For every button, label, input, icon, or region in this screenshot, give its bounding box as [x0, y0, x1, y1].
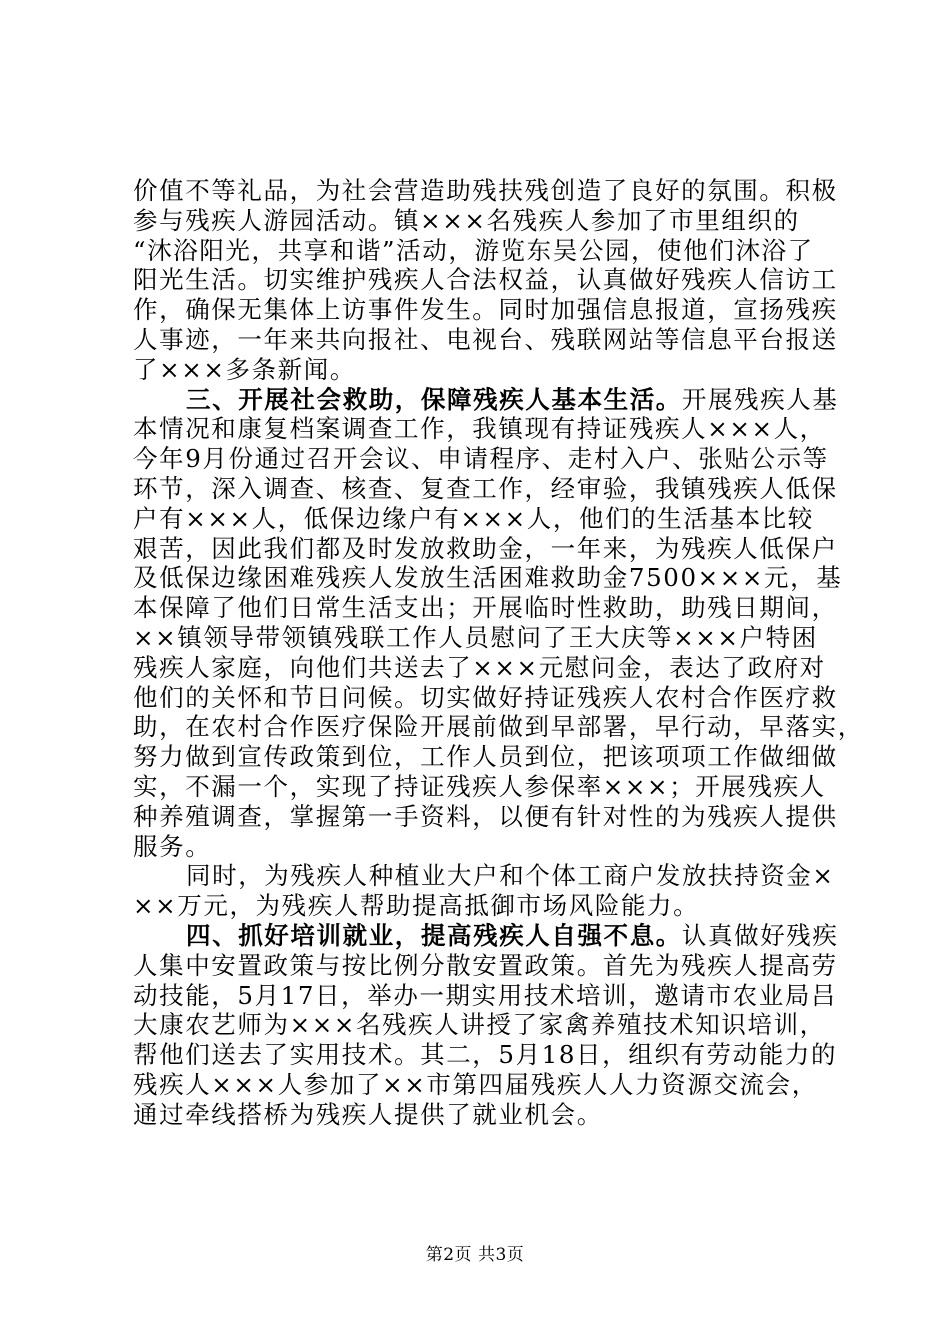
- body-text-line: 他们的关怀和节日问候。切实做好持证残疾人农村合作医疗救: [133, 682, 838, 712]
- section-4-heading: 四、抓好培训就业，提高残疾人自强不息。: [186, 921, 682, 950]
- body-text-line: “沐浴阳光，共享和谐”活动，游览东吴公园，使他们沐浴了: [133, 235, 814, 265]
- section-4-text: 认真做好残疾: [681, 921, 839, 950]
- body-text-line: ××镇领导带领镇残联工作人员慰问了王大庆等×××户特困: [133, 623, 818, 652]
- body-text-line: 动技能，5月17日，举办一期实用技术培训，邀请市农业局吕: [133, 980, 838, 1010]
- section-3-heading: 三、开展社会救助，保障残疾人基本生活。: [186, 384, 682, 414]
- body-text-line: 努力做到宣传政策到位，工作人员到位，把该项项工作做细做: [133, 742, 838, 772]
- body-text-line: 今年9月份通过召开会议、申请程序、走村入户、张贴公示等: [133, 444, 829, 474]
- body-text-line: 同时，为残疾人种植业大户和个体工商户发放扶持资金×: [186, 861, 835, 891]
- body-text-line: 服务。: [133, 831, 212, 861]
- body-text-line: 户有×××人，低保边缘户有×××人，他们的生活基本比较: [133, 503, 814, 533]
- body-text-line: 残疾人家庭，向他们共送去了×××元慰问金，表达了政府对: [133, 652, 826, 682]
- body-text-line: 参与残疾人游园活动。镇×××名残疾人参加了市里组织的: [133, 205, 800, 235]
- body-text-line: 人事迹，一年来共向报社、电视台、残联网站等信息平台报送: [133, 325, 838, 354]
- section-3-text: 开展残疾人基: [681, 384, 839, 414]
- body-text-line: 种养殖调查，掌握第一手资料，以便有针对性的为残疾人提供: [133, 801, 838, 831]
- body-text-line: 价值不等礼品，为社会营造助残扶残创造了良好的氛围。积极: [133, 176, 838, 205]
- body-text-line: 本情况和康复档案调查工作，我镇现有持证残疾人×××人，: [133, 414, 826, 444]
- body-text-line: 助，在农村合作医疗保险开展前做到早部署，早行动，早落实，: [133, 712, 864, 742]
- body-text-line: ××万元，为残疾人帮助提高抵御市场风险能力。: [133, 891, 700, 921]
- body-text-line: 作，确保无集体上访事件发生。同时加强信息报道，宣扬残疾: [133, 295, 838, 325]
- body-text-line: 了×××多条新闻。: [133, 354, 356, 384]
- body-text-line: 残疾人×××人参加了××市第四届残疾人人力资源交流会，: [133, 1070, 818, 1099]
- body-text-line: 环节，深入调查、核查、复查工作，经审验，我镇残疾人低保: [133, 474, 838, 503]
- body-text-line: 帮他们送去了实用技术。其二，5月18日，组织有劳动能力的: [133, 1040, 838, 1070]
- body-text-line: 实，不漏一个，实现了持证残疾人参保率×××；开展残疾人: [133, 772, 826, 801]
- body-text-line: 人集中安置政策与按比例分散安置政策。首先为残疾人提高劳: [133, 950, 838, 980]
- body-text-line: 通过牵线搭桥为残疾人提供了就业机会。: [133, 1099, 603, 1129]
- section-4-first-line: [186, 921, 839, 950]
- section-3-first-line: [186, 385, 839, 414]
- body-text-line: 本保障了他们日常生活支出；开展临时性救助，助残日期间，: [133, 593, 838, 623]
- body-text-line: 艰苦，因此我们都及时发放救助金，一年来，为残疾人低保户: [133, 533, 838, 563]
- body-text-line: 及低保边缘困难残疾人发放生活困难救助金7500×××元，基: [133, 563, 843, 593]
- page-number-footer: 第2页 共3页: [425, 1245, 525, 1265]
- body-text-line: 大康农艺师为×××名残疾人讲授了家禽养殖技术知识培训，: [133, 1010, 826, 1040]
- body-text-line: 阳光生活。切实维护残疾人合法权益，认真做好残疾人信访工: [133, 265, 838, 295]
